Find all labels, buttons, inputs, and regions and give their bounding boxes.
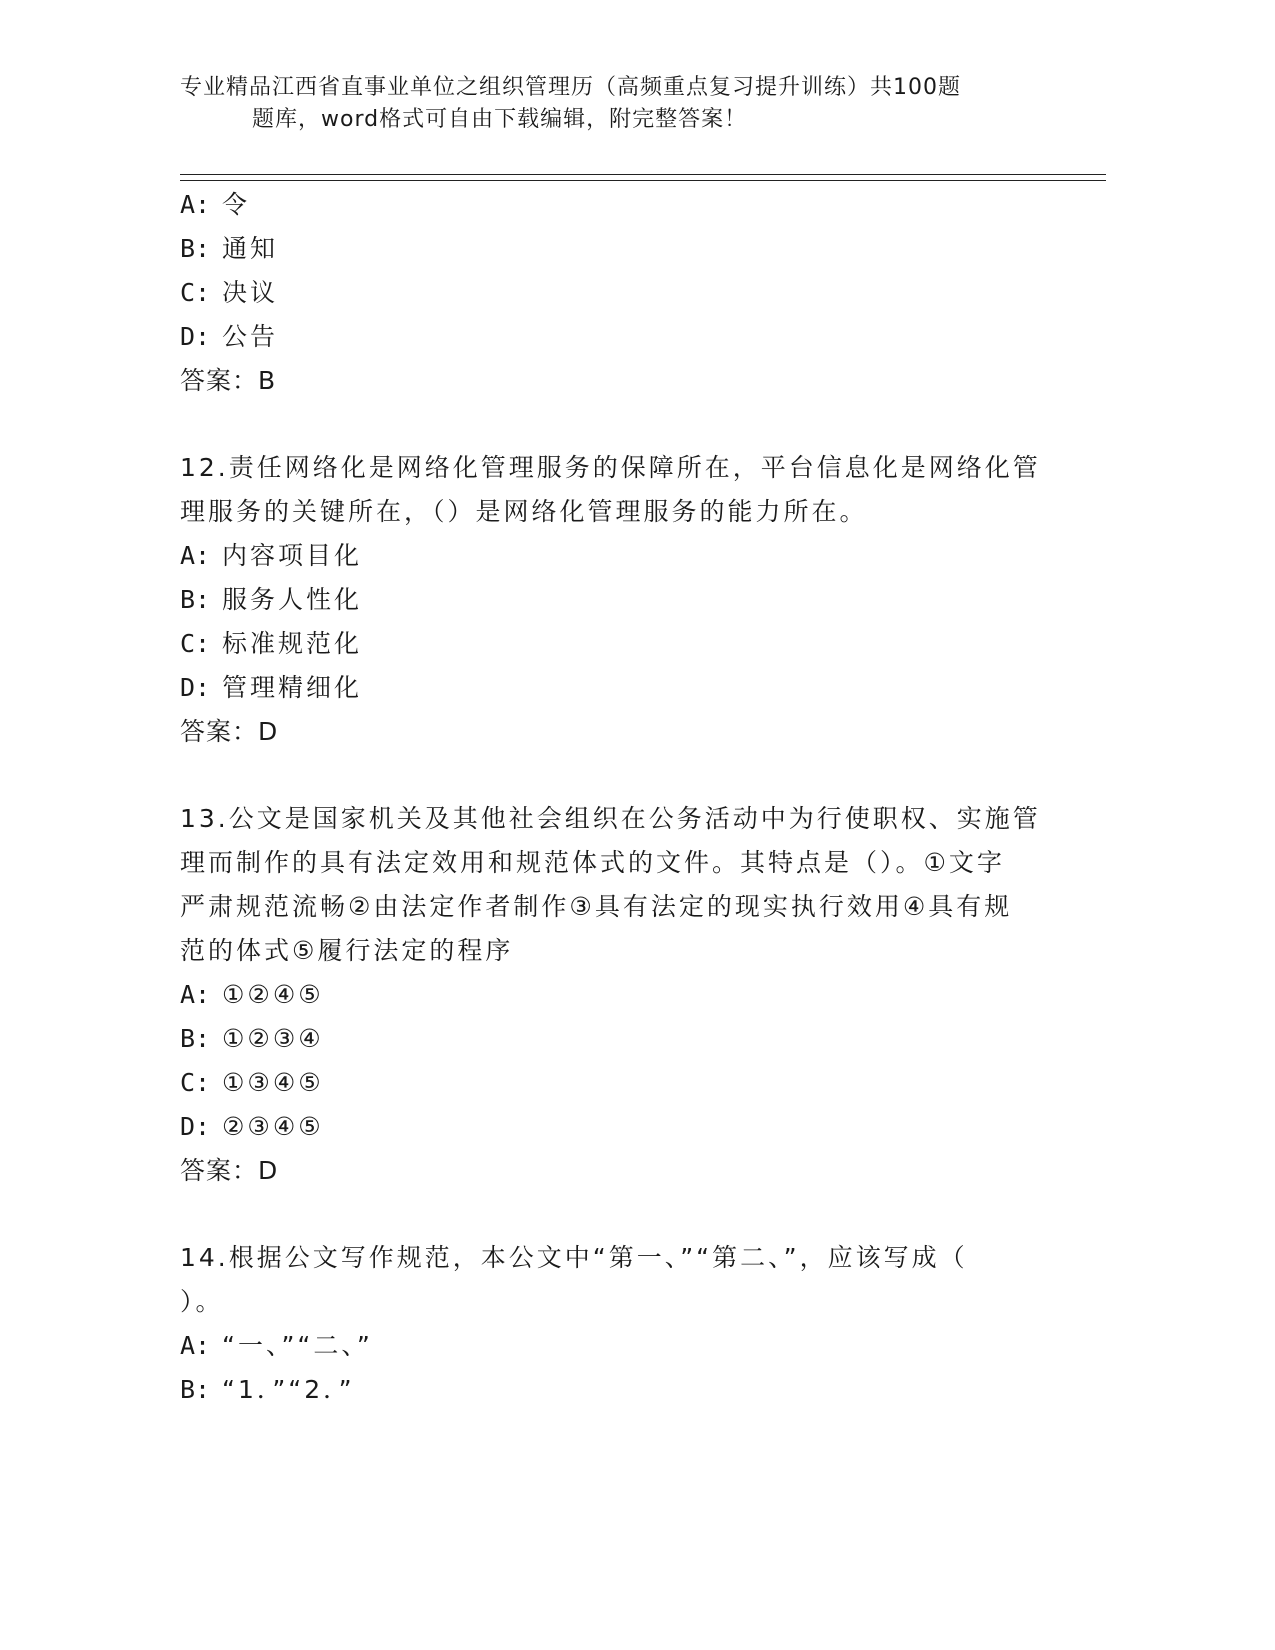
header-title-line-2: 题库，word格式可自由下载编辑，附完整答案！ bbox=[252, 107, 748, 132]
option-d bbox=[180, 315, 1060, 359]
option-text: 标准规范化 bbox=[222, 629, 363, 658]
question-stem-line: 范的体式⑤履行法定的程序 bbox=[180, 936, 514, 965]
option-text: “1．”“2．” bbox=[222, 1375, 355, 1404]
option-text: 通知 bbox=[222, 234, 279, 263]
question-12 bbox=[180, 446, 1060, 754]
question-11-tail bbox=[180, 183, 1060, 403]
option-key: A: bbox=[180, 980, 211, 1009]
option-c bbox=[180, 271, 1060, 315]
option-b bbox=[180, 1368, 1060, 1412]
option-text: 决议 bbox=[222, 278, 279, 307]
question-list bbox=[180, 183, 1060, 1412]
option-text: 服务人性化 bbox=[222, 585, 363, 614]
question-stem-line: ）。 bbox=[180, 1287, 224, 1316]
option-text: ①②④⑤ bbox=[222, 980, 324, 1009]
question-stem-line: 理而制作的具有法定效用和规范体式的文件。其特点是（）。①文字 bbox=[180, 848, 1005, 877]
question-stem-line: 严肃规范流畅②由法定作者制作③具有法定的现实执行效用④具有规 bbox=[180, 892, 1013, 921]
header-title-line-1: 专业精品江西省直事业单位之组织管理历（高频重点复习提升训练）共100题 bbox=[180, 75, 961, 100]
question-14 bbox=[180, 1236, 1060, 1412]
question-13 bbox=[180, 797, 1060, 1193]
option-key: B: bbox=[180, 585, 211, 614]
option-b bbox=[180, 227, 1060, 271]
option-b bbox=[180, 1017, 1060, 1061]
question-stem-line: 理服务的关键所在，（）是网络化管理服务的能力所在。 bbox=[180, 497, 868, 526]
option-text: 内容项目化 bbox=[222, 541, 363, 570]
option-c bbox=[180, 1061, 1060, 1105]
option-key: C: bbox=[180, 629, 211, 658]
header-divider-bottom bbox=[180, 180, 1106, 181]
option-key: D: bbox=[180, 322, 211, 351]
option-text: ①②③④ bbox=[222, 1024, 324, 1053]
answer-line: 答案：B bbox=[180, 366, 277, 395]
question-stem-line: 12.责任网络化是网络化管理服务的保障所在，平台信息化是网络化管 bbox=[180, 453, 1041, 482]
header-divider-top bbox=[180, 174, 1106, 175]
option-text: 管理精细化 bbox=[222, 673, 363, 702]
option-text: “一、”“二、” bbox=[222, 1331, 373, 1360]
option-c bbox=[180, 622, 1060, 666]
question-stem-line: 13.公文是国家机关及其他社会组织在公务活动中为行使职权、实施管 bbox=[180, 804, 1041, 833]
option-d bbox=[180, 666, 1060, 710]
option-b bbox=[180, 578, 1060, 622]
option-text: 令 bbox=[222, 190, 251, 219]
question-stem-line: 14.根据公文写作规范，本公文中“第一、”“第二、”，应该写成（ bbox=[180, 1243, 968, 1272]
option-a bbox=[180, 534, 1060, 578]
document-header bbox=[180, 72, 1040, 136]
option-key: B: bbox=[180, 1375, 211, 1404]
answer-line: 答案：D bbox=[180, 1156, 279, 1185]
option-a bbox=[180, 183, 1060, 227]
option-key: B: bbox=[180, 234, 211, 263]
option-key: C: bbox=[180, 278, 211, 307]
option-d bbox=[180, 1105, 1060, 1149]
option-a bbox=[180, 1324, 1060, 1368]
answer-line: 答案：D bbox=[180, 717, 279, 746]
option-key: A: bbox=[180, 541, 211, 570]
option-a bbox=[180, 973, 1060, 1017]
option-key: D: bbox=[180, 673, 211, 702]
option-text: ①③④⑤ bbox=[222, 1068, 324, 1097]
option-key: B: bbox=[180, 1024, 211, 1053]
option-text: 公告 bbox=[222, 322, 279, 351]
option-key: A: bbox=[180, 190, 211, 219]
option-key: D: bbox=[180, 1112, 211, 1141]
option-key: A: bbox=[180, 1331, 211, 1360]
option-text: ②③④⑤ bbox=[222, 1112, 324, 1141]
option-key: C: bbox=[180, 1068, 211, 1097]
